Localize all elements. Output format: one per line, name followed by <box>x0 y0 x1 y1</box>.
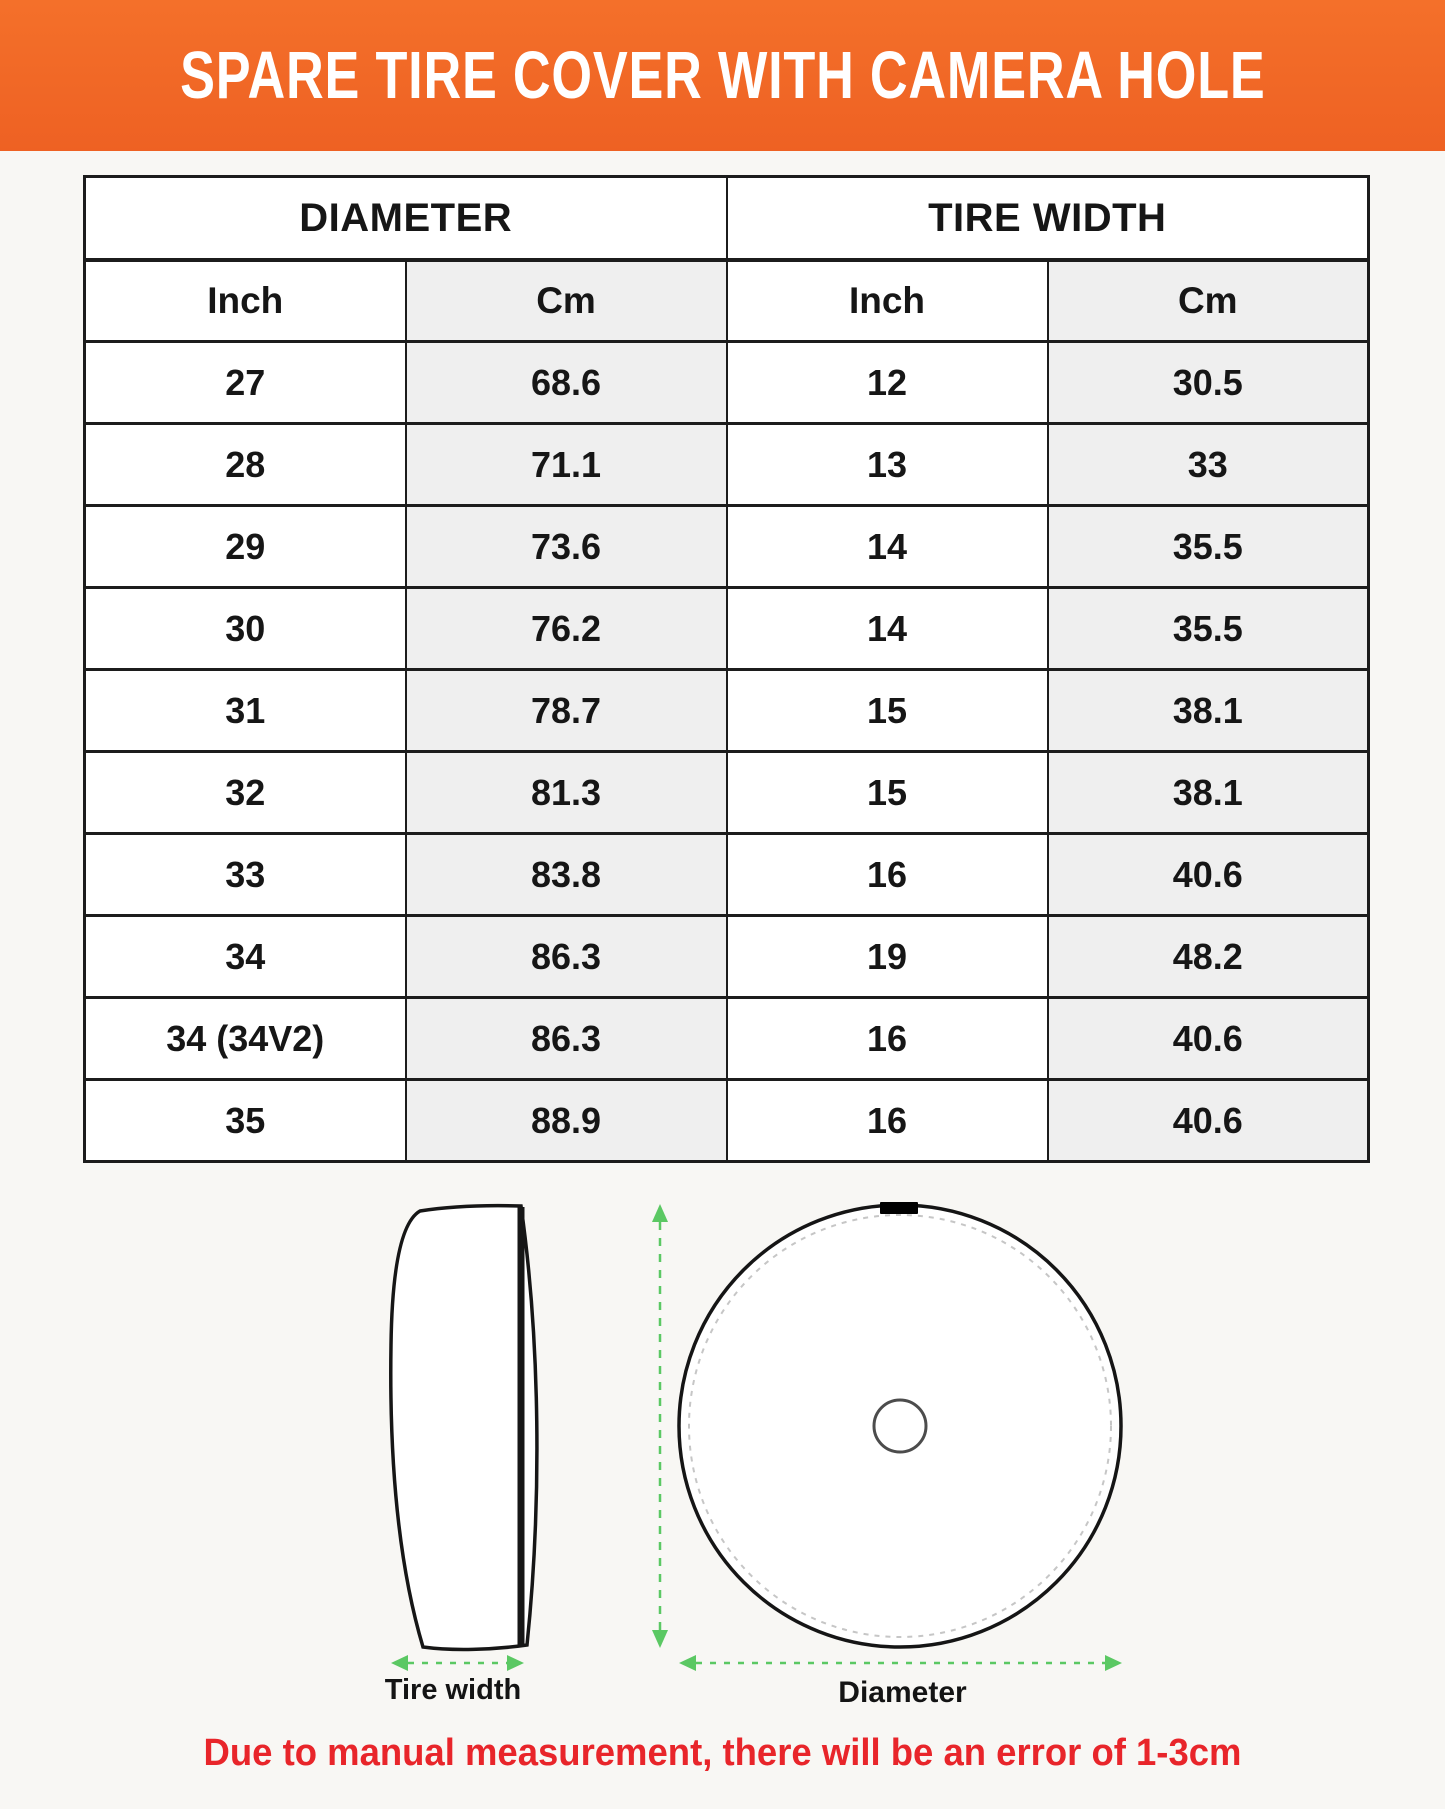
table-cell: 88.9 <box>406 1080 727 1162</box>
table-row <box>85 424 1369 506</box>
table-cell: 86.3 <box>406 916 727 998</box>
table-row <box>85 506 1369 588</box>
table-cell: 14 <box>727 506 1048 588</box>
table-cell: 33 <box>85 834 406 916</box>
table-row <box>85 1080 1369 1162</box>
table-cell: 35 <box>85 1080 406 1162</box>
table-cell: 14 <box>727 588 1048 670</box>
table-cell: 34 <box>85 916 406 998</box>
tire-width-label: Tire width <box>384 1674 522 1706</box>
diameter-label: Diameter <box>838 1676 967 1709</box>
inner-dashed-ring <box>689 1215 1111 1637</box>
table-cell: 86.3 <box>406 998 727 1080</box>
table-cell: 30.5 <box>1048 342 1369 424</box>
table-cell: 16 <box>727 834 1048 916</box>
table-cell: 68.6 <box>406 342 727 424</box>
size-table <box>83 175 1370 1147</box>
valve-notch <box>880 1202 918 1214</box>
col-header-width-cm: Cm <box>1048 260 1369 342</box>
table-cell: 33 <box>1048 424 1369 506</box>
table-row <box>85 752 1369 834</box>
table-cell: 29 <box>85 506 406 588</box>
diameter-arrow <box>679 1655 1122 1671</box>
table-cell: 31 <box>85 670 406 752</box>
table-row <box>85 342 1369 424</box>
table-row <box>85 670 1369 752</box>
table-cell: 73.6 <box>406 506 727 588</box>
table-cell: 48.2 <box>1048 916 1369 998</box>
table-cell: 32 <box>85 752 406 834</box>
table-cell: 27 <box>85 342 406 424</box>
col-header-diameter-inch: Inch <box>85 260 406 342</box>
table-row <box>85 834 1369 916</box>
measurement-note: Due to manual measurement, there will be an error of 1-3cm <box>203 1732 1242 1774</box>
camera-hole <box>874 1400 926 1452</box>
table-cell: 81.3 <box>406 752 727 834</box>
table-cell: 76.2 <box>406 588 727 670</box>
table-cell: 28 <box>85 424 406 506</box>
banner <box>0 0 1445 151</box>
table-cell: 13 <box>727 424 1048 506</box>
table-cell: 78.7 <box>406 670 727 752</box>
tire-side-view <box>391 1206 537 1650</box>
page-title: SPARE TIRE COVER WITH CAMERA HOLE <box>179 38 1266 113</box>
table-cell: 35.5 <box>1048 588 1369 670</box>
group-header-tire-width: TIRE WIDTH <box>727 177 1369 261</box>
col-header-diameter-cm: Cm <box>406 260 727 342</box>
sub-header-row <box>85 260 1369 342</box>
table-cell: 12 <box>727 342 1048 424</box>
table-cell: 83.8 <box>406 834 727 916</box>
group-header-diameter: DIAMETER <box>85 177 727 261</box>
height-arrow <box>652 1204 668 1648</box>
group-header-row <box>85 177 1369 261</box>
table-cell: 38.1 <box>1048 752 1369 834</box>
col-header-width-inch: Inch <box>727 260 1048 342</box>
table-cell: 40.6 <box>1048 834 1369 916</box>
table-cell: 38.1 <box>1048 670 1369 752</box>
table-cell: 71.1 <box>406 424 727 506</box>
table-cell: 35.5 <box>1048 506 1369 588</box>
table-cell: 15 <box>727 670 1048 752</box>
table-cell: 30 <box>85 588 406 670</box>
table-cell: 40.6 <box>1048 998 1369 1080</box>
table-cell: 16 <box>727 998 1048 1080</box>
table-row <box>85 916 1369 998</box>
tire-width-arrow <box>391 1655 524 1671</box>
table-cell: 19 <box>727 916 1048 998</box>
tire-front-view <box>679 1202 1121 1647</box>
table-row <box>85 588 1369 670</box>
table-cell: 15 <box>727 752 1048 834</box>
table-cell: 16 <box>727 1080 1048 1162</box>
table-cell: 34 (34V2) <box>85 998 406 1080</box>
table-cell: 40.6 <box>1048 1080 1369 1162</box>
table-row <box>85 998 1369 1080</box>
